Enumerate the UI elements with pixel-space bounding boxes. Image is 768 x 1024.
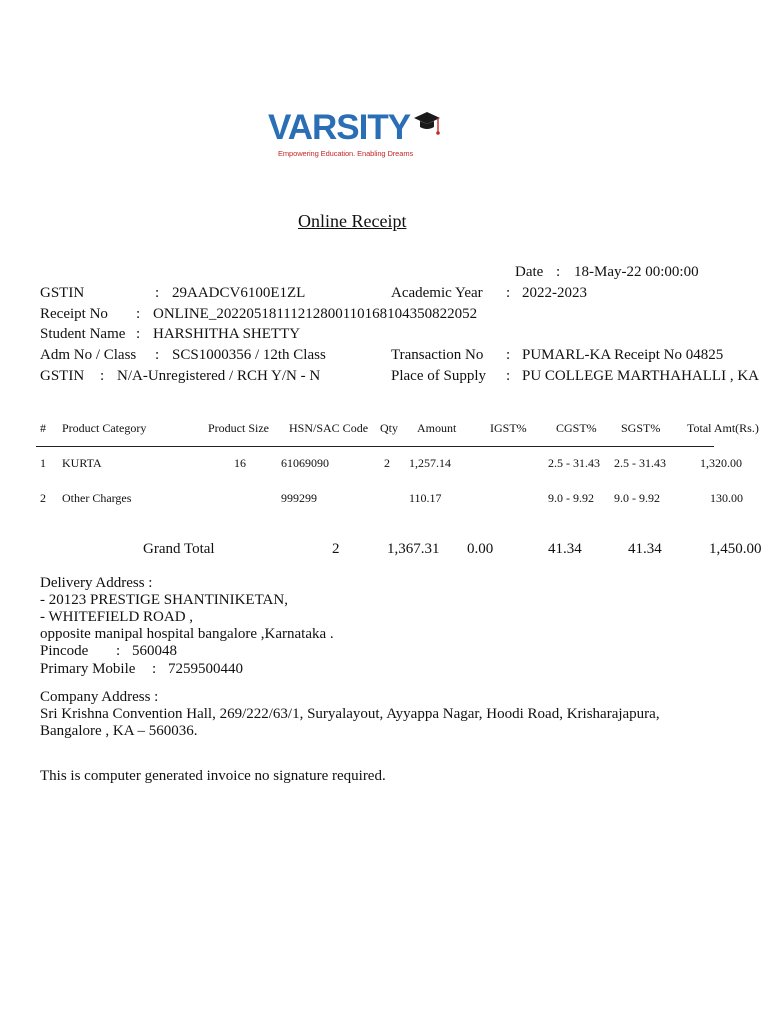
grand-total-cgst: 41.34	[548, 541, 582, 557]
footer-note: This is computer generated invoice no signature required.	[40, 768, 386, 784]
company-address-line: Sri Krishna Convention Hall, 269/222/63/1, Suryalayout, Ayyappa Nagar, Hoodi Road, Krisharajapura,	[40, 706, 660, 722]
column-header-cgst: CGST%	[556, 421, 597, 435]
row-cgst: 2.5 - 31.43	[548, 456, 600, 470]
row-no: 1	[40, 456, 46, 470]
row-total: 130.00	[710, 491, 743, 505]
table-divider	[36, 446, 714, 447]
receipt-no-label: Receipt No	[40, 306, 108, 322]
date-label: Date	[515, 264, 544, 280]
colon: :	[136, 306, 141, 322]
student-name-label: Student Name	[40, 326, 126, 342]
colon: :	[506, 347, 511, 363]
logo-tagline: Empowering Education. Enabling Dreams	[278, 149, 414, 158]
grand-total-total: 1,450.00	[709, 541, 762, 557]
row-total: 1,320.00	[700, 456, 742, 470]
row-hsn: 61069090	[281, 456, 329, 470]
gstin-label: GSTIN	[40, 285, 85, 301]
row-category: KURTA	[62, 456, 102, 470]
adm-no-label: Adm No / Class	[40, 347, 137, 363]
colon: :	[116, 643, 121, 659]
company-address-line: Bangalore , KA – 560036.	[40, 723, 198, 739]
row-amount: 1,257.14	[409, 456, 451, 470]
colon: :	[155, 285, 160, 301]
pincode-value: 560048	[132, 643, 177, 659]
gstin-secondary-label: GSTIN	[40, 368, 85, 384]
column-header-size: Product Size	[208, 421, 269, 435]
primary-mobile-value: 7259500440	[168, 661, 243, 677]
colon: :	[136, 326, 141, 342]
colon: :	[506, 368, 511, 384]
delivery-address-line: - 20123 PRESTIGE SHANTINIKETAN,	[40, 592, 288, 608]
delivery-address-line: opposite manipal hospital bangalore ,Karnataka .	[40, 626, 334, 642]
student-name-value: HARSHITHA SHETTY	[153, 326, 301, 342]
delivery-address-line: - WHITEFIELD ROAD ,	[40, 609, 194, 625]
grand-total-qty: 2	[332, 541, 340, 557]
row-sgst: 9.0 - 9.92	[614, 491, 660, 505]
column-header-category: Product Category	[62, 421, 147, 435]
row-sgst: 2.5 - 31.43	[614, 456, 666, 470]
row-category: Other Charges	[62, 491, 132, 505]
row-cgst: 9.0 - 9.92	[548, 491, 594, 505]
colon: :	[100, 368, 105, 384]
colon: :	[155, 347, 160, 363]
gstin-value: 29AADCV6100E1ZL	[172, 285, 306, 301]
place-of-supply-label: Place of Supply	[391, 368, 486, 384]
varsity-logo	[268, 108, 448, 164]
transaction-no-label: Transaction No	[391, 347, 484, 363]
date-value: 18-May-22 00:00:00	[574, 264, 699, 280]
row-qty: 2	[384, 456, 390, 470]
logo-wordmark: VARSITY	[268, 108, 411, 147]
adm-no-value: SCS1000356 / 12th Class	[172, 347, 326, 363]
academic-year-value: 2022-2023	[522, 285, 587, 301]
colon: :	[152, 661, 157, 677]
column-header-sgst: SGST%	[621, 421, 661, 435]
row-size: 16	[234, 456, 246, 470]
colon: :	[556, 264, 561, 280]
transaction-no-value: PUMARL-KA Receipt No 04825	[522, 347, 724, 363]
gstin-secondary-value: N/A-Unregistered / RCH Y/N - N	[117, 368, 321, 384]
grand-total-igst: 0.00	[467, 541, 494, 557]
column-header-hsn: HSN/SAC Code	[289, 421, 369, 435]
grand-total-amount: 1,367.31	[387, 541, 440, 557]
primary-mobile-label: Primary Mobile	[40, 661, 136, 677]
column-header-total: Total Amt(Rs.)	[687, 421, 759, 435]
column-header-no: #	[40, 421, 46, 435]
receipt-no-value: ONLINE_2022051811121280011016810435082205​2	[153, 306, 478, 322]
page-title: Online Receipt	[298, 211, 407, 231]
colon: :	[506, 285, 511, 301]
place-of-supply-value: PU COLLEGE MARTHAHALLI , KA	[522, 368, 759, 384]
row-hsn: 999299	[281, 491, 317, 505]
academic-year-label: Academic Year	[391, 285, 483, 301]
column-header-amount: Amount	[417, 421, 457, 435]
grand-total-label: Grand Total	[143, 541, 215, 557]
delivery-address-heading: Delivery Address :	[40, 575, 153, 591]
column-header-igst: IGST%	[490, 421, 527, 435]
column-header-qty: Qty	[380, 421, 398, 435]
grand-total-sgst: 41.34	[628, 541, 662, 557]
row-no: 2	[40, 491, 46, 505]
graduation-cap-icon	[412, 108, 442, 140]
company-address-heading: Company Address :	[40, 689, 159, 705]
pincode-label: Pincode	[40, 643, 89, 659]
row-amount: 110.17	[409, 491, 442, 505]
